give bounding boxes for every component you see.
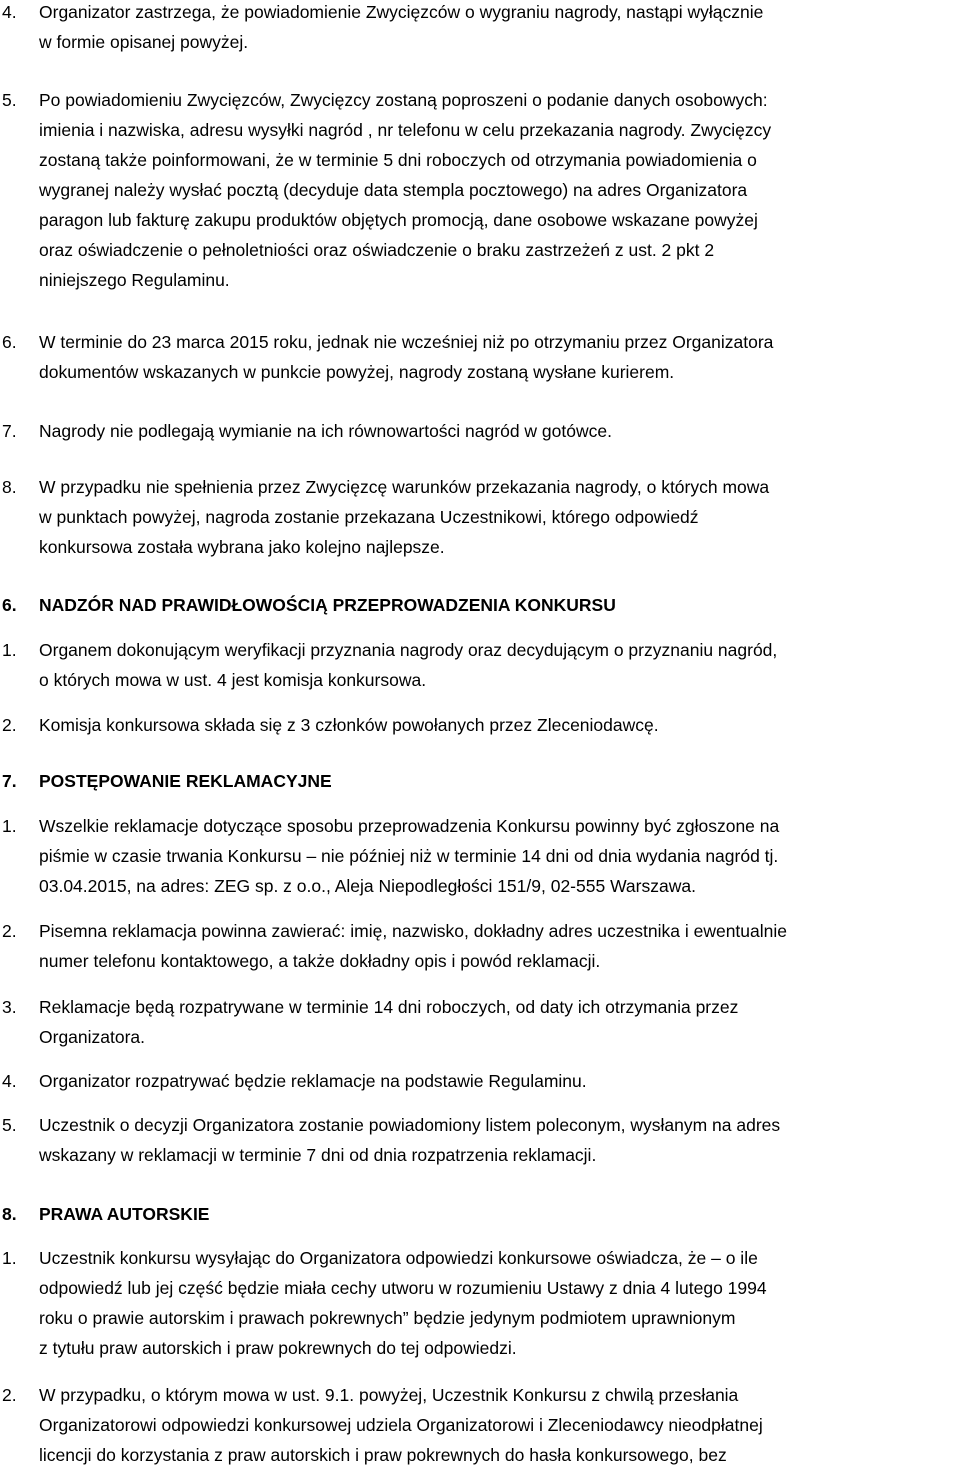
list-item xyxy=(0,1066,960,1096)
paragraph-line: Organizator zastrzega, że powiadomienie Zwycięzców o wygraniu nagrody, nastąpi wyłącznie xyxy=(39,2,764,22)
list-item xyxy=(0,1380,960,1470)
list-item xyxy=(0,472,960,562)
paragraph-line: dokumentów wskazanych w punkcie powyżej, nagrody zostaną wysłane kurierem. xyxy=(39,362,675,382)
paragraph-line: numer telefonu kontaktowego, a także dokładny opis i powód reklamacji. xyxy=(39,951,601,971)
list-item xyxy=(0,992,960,1052)
list-item xyxy=(0,811,960,901)
item-number: 6. xyxy=(2,332,17,352)
paragraph-line: Organizator rozpatrywać będzie reklamacje na podstawie Regulaminu. xyxy=(39,1071,587,1091)
list-item xyxy=(0,710,960,740)
item-number: 5. xyxy=(2,90,17,110)
list-item xyxy=(0,327,960,387)
list-item xyxy=(0,416,960,446)
list-item xyxy=(0,916,960,976)
item-number: 2. xyxy=(2,921,17,941)
section-number: 8. xyxy=(2,1204,17,1224)
list-item xyxy=(0,0,960,57)
item-number: 5. xyxy=(2,1115,17,1135)
paragraph-line: W terminie do 23 marca 2015 roku, jednak nie wcześniej niż po otrzymaniu przez Organizatora xyxy=(39,332,774,352)
paragraph-line: Uczestnik konkursu wysyłając do Organizatora odpowiedzi konkursowe oświadcza, że – o ile xyxy=(39,1248,758,1268)
paragraph-line: niniejszego Regulaminu. xyxy=(39,270,230,290)
section-heading xyxy=(0,1199,960,1229)
item-number: 2. xyxy=(2,715,17,735)
paragraph-line: Pisemna reklamacja powinna zawierać: imię, nazwisko, dokładny adres uczestnika i ewentualnie xyxy=(39,921,788,941)
item-number: 4. xyxy=(2,1071,17,1091)
paragraph-line: imienia i nazwiska, adresu wysyłki nagród , nr telefonu w celu przekazania nagrody. Zwycięzcy xyxy=(39,120,772,140)
item-number: 1. xyxy=(2,1248,17,1268)
list-item xyxy=(0,635,960,695)
paragraph-line: oraz oświadczenie o pełnoletniości oraz oświadczenie o braku zastrzeżeń z ust. 2 pkt 2 xyxy=(39,240,715,260)
paragraph-line: w formie opisanej powyżej. xyxy=(39,32,249,52)
item-number: 4. xyxy=(2,2,17,22)
item-number: 8. xyxy=(2,477,17,497)
paragraph-line: piśmie w czasie trwania Konkursu – nie później niż w terminie 14 dni od dnia wydania nagród tj. xyxy=(39,846,779,866)
paragraph-line: licencji do korzystania z praw autorskich i praw pokrewnych do hasła konkursowego, bez xyxy=(39,1445,727,1465)
paragraph-line: konkursowa została wybrana jako kolejno najlepsze. xyxy=(39,537,445,557)
paragraph-line: Organizatora. xyxy=(39,1027,146,1047)
paragraph-line: Organem dokonującym weryfikacji przyznania nagrody oraz decydującym o przyznaniu nagród, xyxy=(39,640,778,660)
paragraph-line: roku o prawie autorskim i prawach pokrewnych” będzie jedynym podmiotem uprawnionym xyxy=(39,1308,736,1328)
paragraph-line: wygranej należy wysłać pocztą (decyduje data stempla pocztowego) na adres Organizatora xyxy=(39,180,748,200)
paragraph-line: zostaną także poinformowani, że w terminie 5 dni roboczych od otrzymania powiadomienia o xyxy=(39,150,757,170)
item-number: 7. xyxy=(2,421,17,441)
paragraph-line: Po powiadomieniu Zwycięzców, Zwycięzcy zostaną poproszeni o podanie danych osobowych: xyxy=(39,90,768,110)
paragraph-line: Nagrody nie podlegają wymianie na ich równowartości nagród w gotówce. xyxy=(39,421,612,441)
paragraph-line: paragon lub fakturę zakupu produktów objętych promocją, dane osobowe wskazane powyżej xyxy=(39,210,758,230)
item-number: 1. xyxy=(2,816,17,836)
list-item xyxy=(0,85,960,295)
paragraph-line: z tytułu praw autorskich i praw pokrewnych do tej odpowiedzi. xyxy=(39,1338,517,1358)
item-number: 2. xyxy=(2,1385,17,1405)
paragraph-line: Reklamacje będą rozpatrywane w terminie 14 dni roboczych, od daty ich otrzymania przez xyxy=(39,997,739,1017)
paragraph-line: odpowiedź lub jej część będzie miała cechy utworu w rozumieniu Ustawy z dnia 4 lutego 1994 xyxy=(39,1278,767,1298)
list-item xyxy=(0,1243,960,1363)
section-title: POSTĘPOWANIE REKLAMACYJNE xyxy=(39,771,332,791)
list-item xyxy=(0,1110,960,1170)
item-number: 1. xyxy=(2,640,17,660)
paragraph-line: W przypadku nie spełnienia przez Zwycięzcę warunków przekazania nagrody, o których mowa xyxy=(39,477,770,497)
paragraph-line: Organizatorowi odpowiedzi konkursowej udziela Organizatorowi i Zleceniodawcy nieodpłatnej xyxy=(39,1415,763,1435)
paragraph-line: Uczestnik o decyzji Organizatora zostanie powiadomiony listem poleconym, wysłanym na adres xyxy=(39,1115,781,1135)
section-heading xyxy=(0,590,960,620)
paragraph-line: w punktach powyżej, nagroda zostanie przekazana Uczestnikowi, którego odpowiedź xyxy=(39,507,699,527)
paragraph-line: 03.04.2015, na adres: ZEG sp. z o.o., Aleja Niepodległości 151/9, 02-555 Warszawa. xyxy=(39,876,696,896)
paragraph-line: Komisja konkursowa składa się z 3 członków powołanych przez Zleceniodawcę. xyxy=(39,715,659,735)
paragraph-line: o których mowa w ust. 4 jest komisja konkursowa. xyxy=(39,670,427,690)
paragraph-line: W przypadku, o którym mowa w ust. 9.1. powyżej, Uczestnik Konkursu z chwilą przesłania xyxy=(39,1385,739,1405)
paragraph-line: Wszelkie reklamacje dotyczące sposobu przeprowadzenia Konkursu powinny być zgłoszone na xyxy=(39,816,780,836)
paragraph-line: wskazany w reklamacji w terminie 7 dni od dnia rozpatrzenia reklamacji. xyxy=(39,1145,597,1165)
section-number: 7. xyxy=(2,771,17,791)
section-title: PRAWA AUTORSKIE xyxy=(39,1204,210,1224)
section-title: NADZÓR NAD PRAWIDŁOWOŚCIĄ PRZEPROWADZENIA KONKURSU xyxy=(39,595,616,615)
item-number: 3. xyxy=(2,997,17,1017)
section-heading xyxy=(0,766,960,796)
section-number: 6. xyxy=(2,595,17,615)
